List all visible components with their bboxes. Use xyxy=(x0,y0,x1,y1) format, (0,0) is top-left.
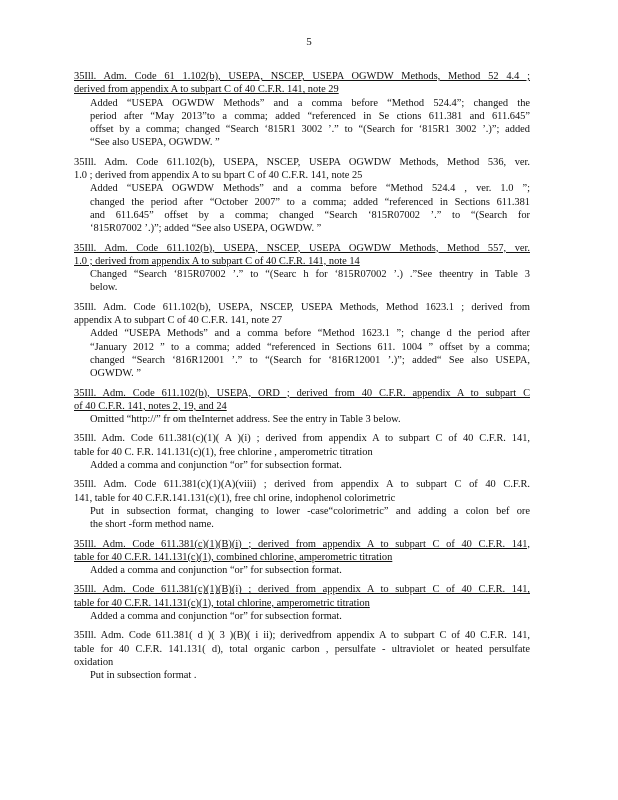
citation xyxy=(74,242,530,269)
note-line: Added a comma and conjunction “or” for subsection format. xyxy=(90,565,342,577)
note-line: offset by a comma; changed “Search ‘815R1 3002 ’.” to “(Search for ‘815R1 3002 ’.)”; added xyxy=(90,124,530,136)
note-line: period after “May 2013”to a comma; added “referenced in Se ctions 611.381 and 611.645” xyxy=(90,110,530,122)
citation-line: 35Ill. Adm. Code 611.102(b), USEPA, ORD ; derived from 40 C.F.R. appendix A to subpart C xyxy=(74,387,530,399)
citation xyxy=(74,70,530,97)
note-line: “January 2012 ” to a comma; added “referenced in Sections 611. 1004 ” offset by a comma; xyxy=(90,341,530,353)
amendment-note xyxy=(90,97,530,150)
amendment-note xyxy=(90,459,530,472)
amendment-entry xyxy=(74,156,530,236)
amendment-note xyxy=(90,669,530,682)
citation-line: appendix A to subpart C of 40 C.F.R. 141, note 27 xyxy=(74,315,283,327)
page-number: 5 xyxy=(306,36,312,48)
amendment-note xyxy=(90,610,530,623)
amendment-note xyxy=(90,182,530,235)
citation-line: 35Ill. Adm. Code 611.102(b), USEPA, NSCEP, USEPA Methods, Method 1623.1 ; derived from xyxy=(74,301,530,313)
amendment-note xyxy=(90,564,530,577)
note-line: Added “USEPA OGWDW Methods” and a comma before “Method 524.4 , ver. 1.0 ”; xyxy=(90,183,530,195)
citation xyxy=(74,583,530,610)
amendment-entry xyxy=(74,387,530,427)
citation-line: derived from appendix A to subpart C of 40 C.F.R. 141, note 29 xyxy=(74,84,339,96)
citation-line: 35Ill. Adm. Code 611.381(c)(1)(A)(viii) ; derived from appendix A to subpart C of 40 C.F.R. xyxy=(74,479,530,491)
citation-line: table for 40 C.F.R. 141.131( d), total organic carbon , persulfate - ultraviolet or heated persulfate xyxy=(74,643,530,655)
citation xyxy=(74,387,530,414)
note-line: Changed “Search ‘815R07002 ’.” to “(Searc h for ‘815R07002 ’.) .”See theentry in Table 3 xyxy=(90,269,530,281)
amendment-entry xyxy=(74,583,530,623)
note-line: OGWDW. ” xyxy=(90,368,141,380)
citation-line: 35Ill. Adm. Code 611.102(b), USEPA, NSCEP, USEPA OGWDW Methods, Method 557, ver. xyxy=(74,242,530,254)
document-body xyxy=(74,70,530,688)
amendment-entry xyxy=(74,432,530,472)
citation xyxy=(74,432,530,459)
note-line: ‘815R07002 ’.)”; added “See also USEPA, OGWDW. ” xyxy=(90,223,322,235)
amendment-note xyxy=(90,413,530,426)
note-line: changed the period after “October 2007” to a comma; added “referenced in Sections 611.381 xyxy=(90,196,530,208)
citation-line: 35Ill. Adm. Code 611.381( d )( 3 )(B)( i ii); derivedfrom appendix A to subpart C of 40 C.F.R. 141, xyxy=(74,630,530,642)
amendment-entry xyxy=(74,301,530,381)
amendment-note xyxy=(90,327,530,380)
citation-line: of 40 C.F.R. 141, notes 2, 19, and 24 xyxy=(74,400,227,412)
amendment-entry xyxy=(74,242,530,295)
citation xyxy=(74,478,530,505)
citation-line: 35Ill. Adm. Code 61 1.102(b), USEPA, NSCEP, USEPA OGWDW Methods, Method 52 4.4 ; xyxy=(74,71,530,82)
amendment-entry xyxy=(74,478,530,531)
citation-line: table for 40 C. F.R. 141.131(c)(1), free chlorine , amperometric titration xyxy=(74,446,373,458)
amendment-note xyxy=(90,505,530,532)
note-line: Omitted “http://” fr om theInternet address. See the entry in Table 3 below. xyxy=(90,414,401,426)
note-line: Added “USEPA OGWDW Methods” and a comma before “Method 524.4”; changed the xyxy=(90,97,530,109)
note-line: changed “Search ‘816R12001 ’.” to “(Search for ‘816R12001 ’.)”; added“ See also USEPA, xyxy=(90,354,530,366)
citation-line: table for 40 C.F.R. 141.131(c)(1), total chlorine, amperometric titration xyxy=(74,597,370,609)
note-line: Put in subsection format . xyxy=(90,670,197,682)
citation-line: 35Ill. Adm. Code 611.381(c)(1)(B)(i) ; derived from appendix A to subpart C of 40 C.F.R. 141, xyxy=(74,584,530,596)
citation xyxy=(74,156,530,183)
citation-line: 1.0 ; derived from appendix A to su bpart C of 40 C.F.R. 141, note 25 xyxy=(74,170,363,182)
citation xyxy=(74,538,530,565)
amendment-entry xyxy=(74,538,530,578)
note-line: Put in subsection format, changing to lower -case“colorimetric” and adding a colon bef ore xyxy=(90,505,530,517)
citation-line: 35Ill. Adm. Code 611.381(c)(1)(B)(i) ; derived from appendix A to subpart C of 40 C.F.R. 141, xyxy=(74,538,530,550)
citation-line: 141, table for 40 C.F.R.141.131(c)(1), free chl orine, indophenol colorimetric xyxy=(74,492,396,504)
citation xyxy=(74,301,530,328)
citation xyxy=(74,629,530,669)
note-line: Added a comma and conjunction “or” for subsection format. xyxy=(90,610,342,622)
amendment-note xyxy=(90,268,530,295)
note-line: and 611.645” offset by a comma; changed “Search ‘815R07002 ’.” to “(Search for xyxy=(90,209,530,221)
note-line: the short -form method name. xyxy=(90,519,214,531)
citation-line: 35Ill. Adm. Code 611.381(c)(1)( A )(i) ; derived from appendix A to subpart C of 40 C.F.R. 141, xyxy=(74,433,530,445)
citation-line: 35Ill. Adm. Code 611.102(b), USEPA, NSCEP, USEPA OGWDW Methods, Method 536, ver. xyxy=(74,156,530,168)
citation-line: 1.0 ; derived from appendix A to subpart C of 40 C.F.R. 141, note 14 xyxy=(74,255,360,267)
citation-line: table for 40 C.F.R. 141.131(c)(1), combined chlorine, amperometric titration xyxy=(74,551,393,563)
note-line: Added “USEPA Methods” and a comma before “Method 1623.1 ”; change d the period after xyxy=(90,328,530,340)
note-line: “See also USEPA, OGWDW. ” xyxy=(90,137,220,149)
citation-line: oxidation xyxy=(74,656,114,668)
amendment-entry xyxy=(74,70,530,150)
amendment-entry xyxy=(74,629,530,682)
note-line: below. xyxy=(90,282,118,294)
note-line: Added a comma and conjunction “or” for subsection format. xyxy=(90,460,342,472)
